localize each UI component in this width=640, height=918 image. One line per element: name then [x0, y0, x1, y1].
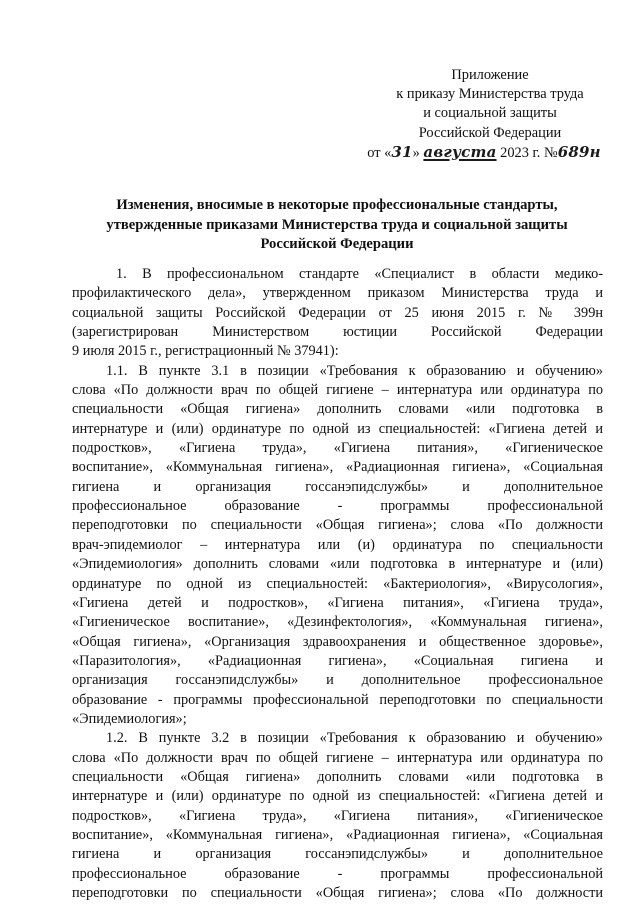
paragraph-line: подростков», «Гигиена труда», «Гигиена питания», «Гигиеническое — [72, 440, 603, 457]
paragraph-line: переподготовки по специальности «Общая гигиена»; слова «По должности — [72, 517, 603, 534]
paragraph-line: организация госсанэпидслужбы» и дополнительное профессиональное — [72, 672, 603, 689]
document-title — [72, 196, 602, 255]
paragraph-line: «Эпидемиология»; — [72, 710, 187, 727]
paragraph-line: ординатуре по одной из специальностей: «Бактериология», «Вирусология», — [72, 575, 603, 592]
paragraph-line: слова «По должности врач по общей гигиене – интернатура или ординатура по — [72, 382, 603, 399]
approval-country-line: Российской Федерации — [418, 124, 562, 141]
document-body — [72, 265, 603, 903]
paragraph-line: слова «По должности врач по общей гигиене – интернатура или ординатура по — [72, 749, 603, 766]
approval-block — [360, 66, 620, 163]
paragraph-line: «Паразитология», «Радиационная гигиена», «Социальная гигиена и — [72, 652, 603, 669]
paragraph — [72, 362, 603, 730]
date-prefix: от « — [367, 144, 392, 161]
approval-ministry-line: и социальной защиты — [423, 105, 557, 122]
paragraph — [72, 265, 603, 362]
paragraph-line: специальности «Общая гигиена» дополнить словами «или подготовка в — [72, 401, 603, 418]
approval-date-line — [354, 143, 614, 163]
date-year: 2023 г. № — [500, 144, 558, 161]
paragraph-line: профессиональное образование - программы профессиональной — [72, 498, 603, 515]
paragraph-line: 1.1. В пункте 3.1 в позиции «Требования к образованию и обучению» — [106, 362, 603, 379]
paragraph-line: образование - программы профессиональной переподготовки по специальности — [72, 691, 603, 708]
title-line-3: Российской Федерации — [260, 236, 414, 252]
title-line-2: утвержденные приказами Министерства труда и социальной защиты — [106, 216, 568, 233]
paragraph-line: воспитание», «Коммунальная гигиена», «Радиационная гигиена», «Социальная — [72, 459, 603, 476]
handwritten-day: 31 — [391, 142, 413, 161]
paragraph-line: «Гигиена детей и подростков», «Гигиена питания», «Гигиена труда», — [72, 594, 603, 611]
paragraph-line: специальности «Общая гигиена» дополнить словами «или подготовка в — [72, 768, 603, 785]
paragraph-line: подростков», «Гигиена труда», «Гигиена питания», «Гигиеническое — [72, 807, 603, 824]
paragraph-line: воспитание», «Коммунальная гигиена», «Радиационная гигиена», «Социальная — [72, 826, 603, 843]
paragraph-line: (зарегистрирован Министерством юстиции Российской Федерации — [72, 324, 603, 341]
paragraph-line: «Гигиеническое воспитание», «Дезинфектология», «Коммунальная гигиена», — [72, 614, 603, 631]
paragraph-line: гигиена и организация госсанэпидслужбы» и дополнительное — [72, 846, 603, 863]
paragraph-line: «Эпидемиология» дополнить словами «или подготовка в интернатуре и (или) — [72, 556, 603, 573]
paragraph — [72, 729, 603, 903]
paragraph-line: профилактического дела», утвержденном приказом Министерства труда и — [72, 285, 603, 302]
date-close-quote: » — [412, 144, 420, 161]
paragraph-line: профессиональное образование - программы профессиональной — [72, 865, 603, 882]
approval-order-line: к приказу Министерства труда — [396, 86, 584, 103]
paragraph-line: врач-эпидемиолог – интернатура или (и) ординатура по специальности — [72, 536, 603, 553]
handwritten-month: августа — [423, 142, 497, 161]
approval-heading: Приложение — [451, 67, 529, 83]
paragraph-line: 1.2. В пункте 3.2 в позиции «Требования к образованию и обучению» — [106, 730, 603, 747]
paragraph-line: интернатуре и (или) ординатуре по одной из специальностей: «Гигиена детей и — [72, 788, 603, 805]
paragraph-line: 1. В профессиональном стандарте «Специалист в области медико- — [116, 266, 603, 282]
title-line-1: Изменения, вносимые в некоторые профессиональные стандарты, — [116, 197, 558, 213]
paragraph-line: «Общая гигиена», «Организация здравоохранения и общественное здоровье», — [72, 633, 603, 650]
paragraph-line: социальной защиты Российской Федерации от 25 июня 2015 г. № 399н — [72, 304, 603, 321]
paragraph-line: гигиена и организация госсанэпидслужбы» и дополнительное — [72, 478, 603, 495]
paragraph-line: переподготовки по специальности «Общая гигиена»; слова «По должности — [72, 885, 603, 901]
handwritten-order-number: 689н — [557, 142, 601, 161]
paragraph-line: 9 июля 2015 г., регистрационный № 37941): — [72, 343, 339, 360]
paragraph-line: интернатуре и (или) ординатуре по одной из специальностей: «Гигиена детей и — [72, 420, 603, 437]
